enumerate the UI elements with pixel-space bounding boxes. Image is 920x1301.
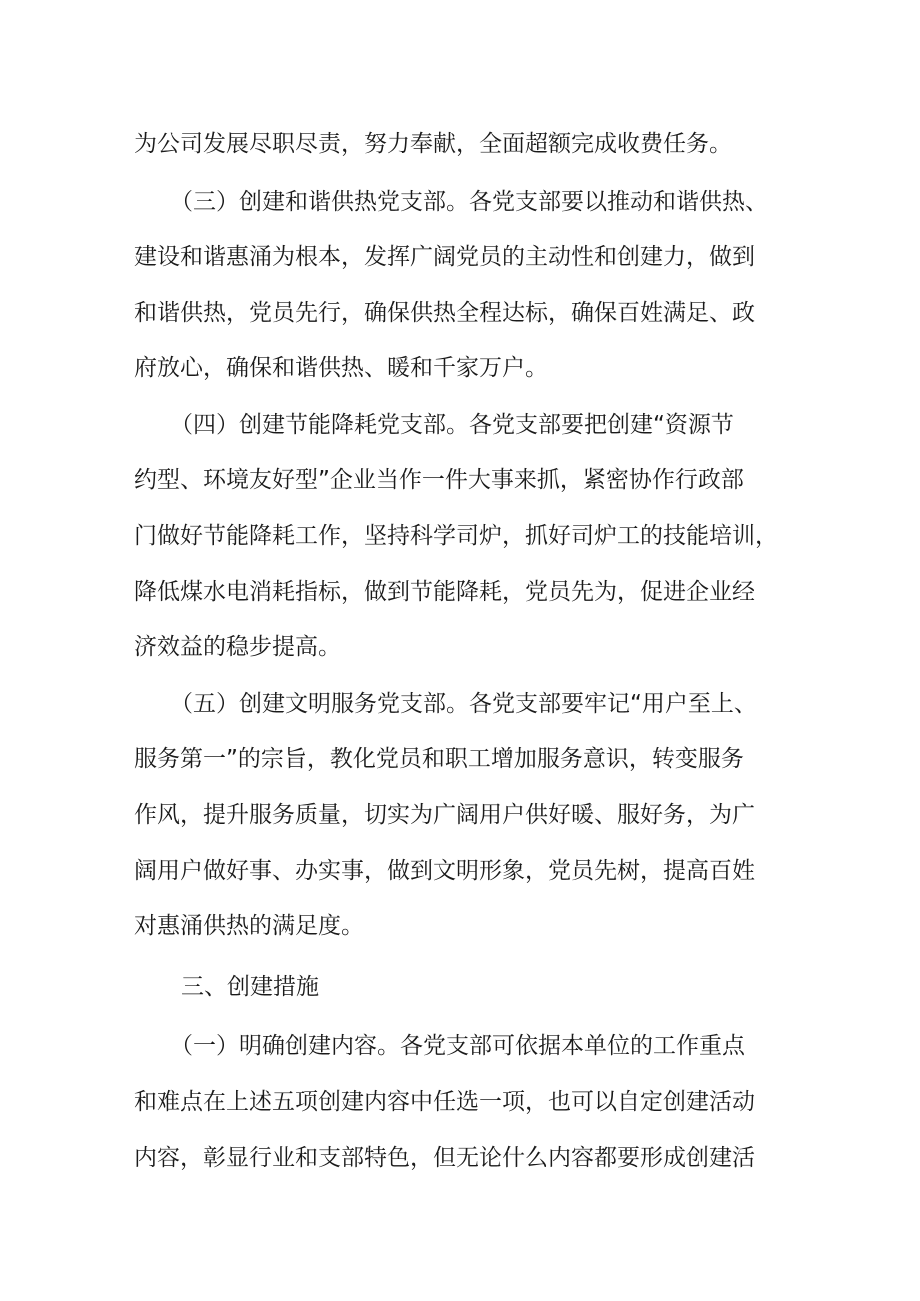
- text-line-7: 约型、环境友好型”企业当作一件大事来抓，紧密协作行政部: [134, 467, 744, 493]
- text-line-18: 和难点在上述五项创建内容中任选一项，也可以自定创建活动: [134, 1089, 755, 1115]
- text-line-1: 为公司发展尽职尽责，努力奉献，全面超额完成收费任务。: [134, 131, 732, 157]
- text-line-10: 济效益的稳步提高。: [134, 634, 341, 660]
- text-line-11: （五）创建文明服务党支部。各党支部要牢记“用户至上、: [170, 691, 757, 717]
- text-line-4: 和谐供热，党员先行，确保供热全程达标，确保百姓满足、政: [134, 300, 755, 326]
- text-line-6: （四）创建节能降耗党支部。各党支部要把创建“资源节: [170, 412, 734, 438]
- text-line-13: 作风，提升服务质量，切实为广阔用户供好暖、服好务，为广: [134, 802, 755, 828]
- text-line-14: 阔用户做好事、办实事，做到文明形象，党员先树，提高百姓: [134, 858, 755, 884]
- section-heading: 三、创建措施: [181, 974, 319, 1000]
- text-line-17: （一）明确创建内容。各党支部可依据本单位的工作重点: [170, 1033, 745, 1059]
- text-line-3: 建设和谐惠涌为根本，发挥广阔党员的主动性和创建力，做到: [134, 244, 755, 270]
- text-line-2: （三）创建和谐供热党支部。各党支部要以推动和谐供热、: [170, 189, 768, 215]
- text-line-12: 服务第一”的宗旨，教化党员和职工增加服务意识，转变服务: [134, 746, 744, 772]
- text-line-8: 门做好节能降耗工作，坚持科学司炉，抓好司炉工的技能培训，: [134, 523, 778, 549]
- text-line-5: 府放心，确保和谐供热、暖和千家万户。: [134, 355, 548, 381]
- text-line-9: 降低煤水电消耗指标，做到节能降耗，党员先为，促进企业经: [134, 579, 755, 605]
- text-line-15: 对惠涌供热的满足度。: [134, 913, 364, 939]
- text-line-19: 内容，彰显行业和支部特色，但无论什么内容都要形成创建活: [134, 1145, 755, 1171]
